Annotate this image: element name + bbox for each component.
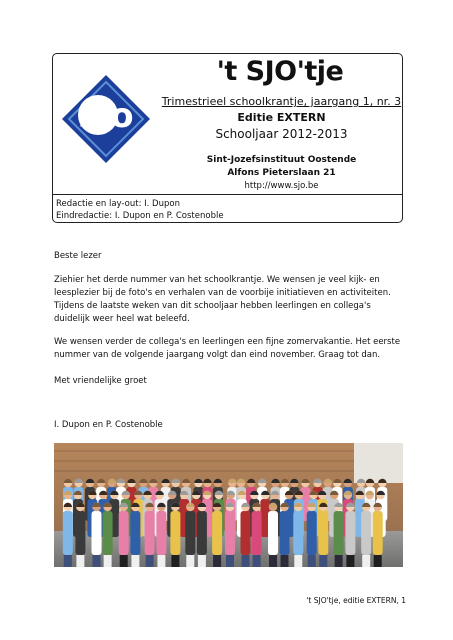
school-address: Alfons Pieterslaan 21 (227, 168, 336, 178)
page-footer: 't SJO'tje, editie EXTERN, 1 (306, 596, 406, 605)
credits-editing: Redactie en lay-out: I. Dupon (56, 199, 180, 209)
letter-paragraph-2: We wensen verder de collega's en leerlingen een fijne zomervakantie. Het eerste nummer van de volgende jaargang volgt dan eind november. Graag tot dan. (54, 337, 401, 360)
masthead-divider (52, 194, 403, 195)
group-photo (54, 443, 403, 567)
newsletter-title: 't SJO'tje (216, 56, 344, 87)
logo-lettering: sjo (78, 96, 134, 136)
school-name: Sint-Jozefsinstituut Oostende (206, 155, 357, 165)
credits (56, 198, 224, 222)
letter-greeting: Beste lezer (54, 251, 102, 261)
letter-paragraph-1: Ziehier het derde nummer van het schoolkrantje. We wensen je veel kijk- en leesplezier bij de foto's en verhalen van de voorbije initiatieven en activiteiten. Tijdens de laatste weken van dit schooljaar hebben leerlingen en collega's duidelijk weer heel wat beleefd. (54, 275, 391, 324)
school-logo (60, 73, 152, 165)
letter-signature: I. Dupon en P. Costenoble (54, 420, 163, 430)
letter-closing: Met vriendelijke groet (54, 376, 147, 386)
website-link[interactable]: http://www.sjo.be (244, 181, 319, 191)
newsletter-subtitle: Trimestrieel schoolkrantje, jaargang 1, nr. 3 (161, 95, 402, 108)
school-year: Schooljaar 2012-2013 (215, 127, 348, 141)
edition-label: Editie EXTERN (237, 111, 326, 124)
credits-final-editing: Eindredactie: I. Dupon en P. Costenoble (56, 211, 224, 221)
